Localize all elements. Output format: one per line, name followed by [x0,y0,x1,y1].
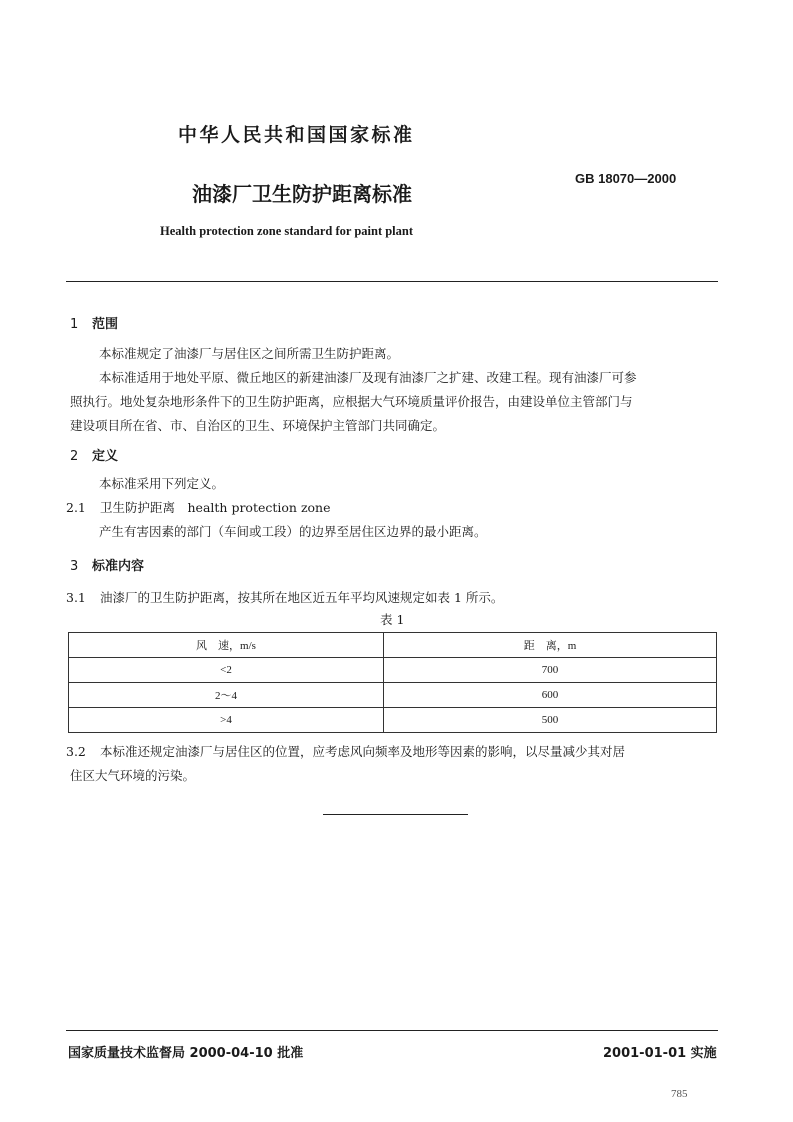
implementation-date: 2001-01-01 实施 [603,1046,717,1061]
approval-line: 国家质量技术监督局 2000-04-10 批准 [68,1046,304,1061]
wind-speed-cell: 2～4 [69,683,384,708]
distance-cell: 600 [384,683,717,708]
document-title-chinese: 油漆厂卫生防护距离标准 [192,182,412,206]
wind-speed-cell: <2 [69,658,384,683]
section-3-heading [70,555,144,574]
clause-3-2 [66,740,625,764]
section-2-heading [70,445,118,464]
page-number: 785 [671,1088,688,1100]
section-2-intro: 本标准采用下列定义。 [99,476,225,491]
definition-number: 2.1 [66,500,86,515]
definition-2-1 [66,496,331,520]
section-3-title: 标准内容 [92,559,145,574]
distance-cell: 700 [384,658,717,683]
header-wind-speed: 风 速，m/s [69,633,384,658]
table-row [69,708,717,733]
standard-code: GB 18070—2000 [575,171,677,186]
distance-cell: 500 [384,708,717,733]
section-1-para-1: 本标准规定了油漆厂与居住区之间所需卫生防护距离。 [99,346,400,361]
national-standard-heading: 中华人民共和国国家标准 [178,124,415,146]
table-row [69,658,717,683]
clause-3-2-text-line-1: 本标准还规定油漆厂与居住区的位置，应考虑风向频率及地形等因素的影响，以尽量减少其对居 [100,744,626,759]
clause-3-2-text-line-2: 住区大气环境的污染。 [70,768,196,783]
wind-distance-table [68,632,717,733]
section-1-title: 范围 [92,317,119,332]
clause-3-2-number: 3.2 [66,744,86,759]
wind-speed-cell: >4 [69,708,384,733]
definition-text: 产生有害因素的部门（车间或工段）的边界至居住区边界的最小距离。 [99,524,487,539]
clause-3-1-text: 油漆厂的卫生防护距离，按其所在地区近五年平均风速规定如表 1 所示。 [100,590,504,605]
header-distance: 距 离，m [384,633,717,658]
clause-3-1 [66,586,503,610]
section-2-title: 定义 [92,449,119,464]
section-2-number: 2 [70,449,79,464]
section-1-para-2-line-2: 照执行。地处复杂地形条件下的卫生防护距离，应根据大气环境质量评价报告，由建设单位主管部门与 [70,394,633,409]
section-3-number: 3 [70,559,79,574]
end-of-text-rule [323,814,468,815]
table-row [69,683,717,708]
section-1-para-2-line-1: 本标准适用于地处平原、微丘地区的新建油漆厂及现有油漆厂之扩建、改建工程。现有油漆厂可参 [99,370,637,385]
section-1-para-2-line-3: 建设项目所在省、市、自治区的卫生、环境保护主管部门共同确定。 [70,418,446,433]
header-divider [66,281,718,282]
table-header-row [69,633,717,658]
section-1-heading [70,313,118,332]
clause-3-1-number: 3.1 [66,590,86,605]
footer-divider [66,1030,718,1031]
table-caption: 表 1 [380,612,405,627]
definition-term: 卫生防护距离 health protection zone [100,500,331,515]
section-1-number: 1 [70,317,79,332]
document-title-english: Health protection zone standard for paint plant [160,224,414,238]
